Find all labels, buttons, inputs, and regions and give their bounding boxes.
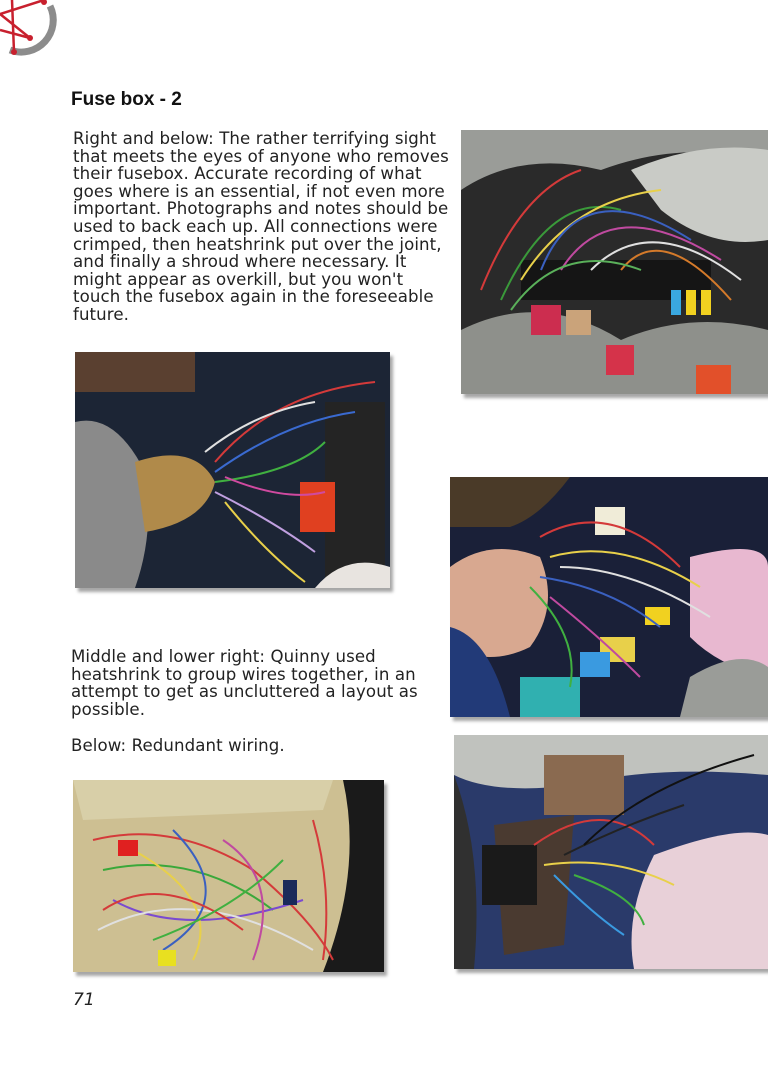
page-title: Fuse box - 2 (71, 89, 182, 110)
photo-redundant-wiring (73, 780, 384, 972)
page-number: 71 (73, 990, 95, 1010)
caption-right-and-below: Right and below: The rather terrifying sight that meets the eyes of anyone who removes their fusebox. Accurate recording of what goes where is an essential, if not even more important. Photographs and notes should be used to back each up. All connections were crimped, then heatshrink put over the joint, and finally a shroud where necessary. It might appear as overkill, but you won't touch the fusebox again in the foreseeable future. (73, 129, 449, 324)
publisher-logo (0, 0, 58, 58)
caption-below: Below: Redundant wiring. (71, 736, 285, 755)
photo-wiring-under-seat (454, 735, 768, 969)
photo-heatgun-wiring (75, 352, 390, 588)
photo-grouped-wires-hand (450, 477, 768, 717)
photo-fusebox-wiring (461, 130, 768, 394)
compass-star-icon (0, 0, 58, 58)
caption-middle-lower-right: Middle and lower right: Quinny used heatshrink to group wires together, in an attempt to get as uncluttered a layout as possible. (71, 647, 418, 719)
